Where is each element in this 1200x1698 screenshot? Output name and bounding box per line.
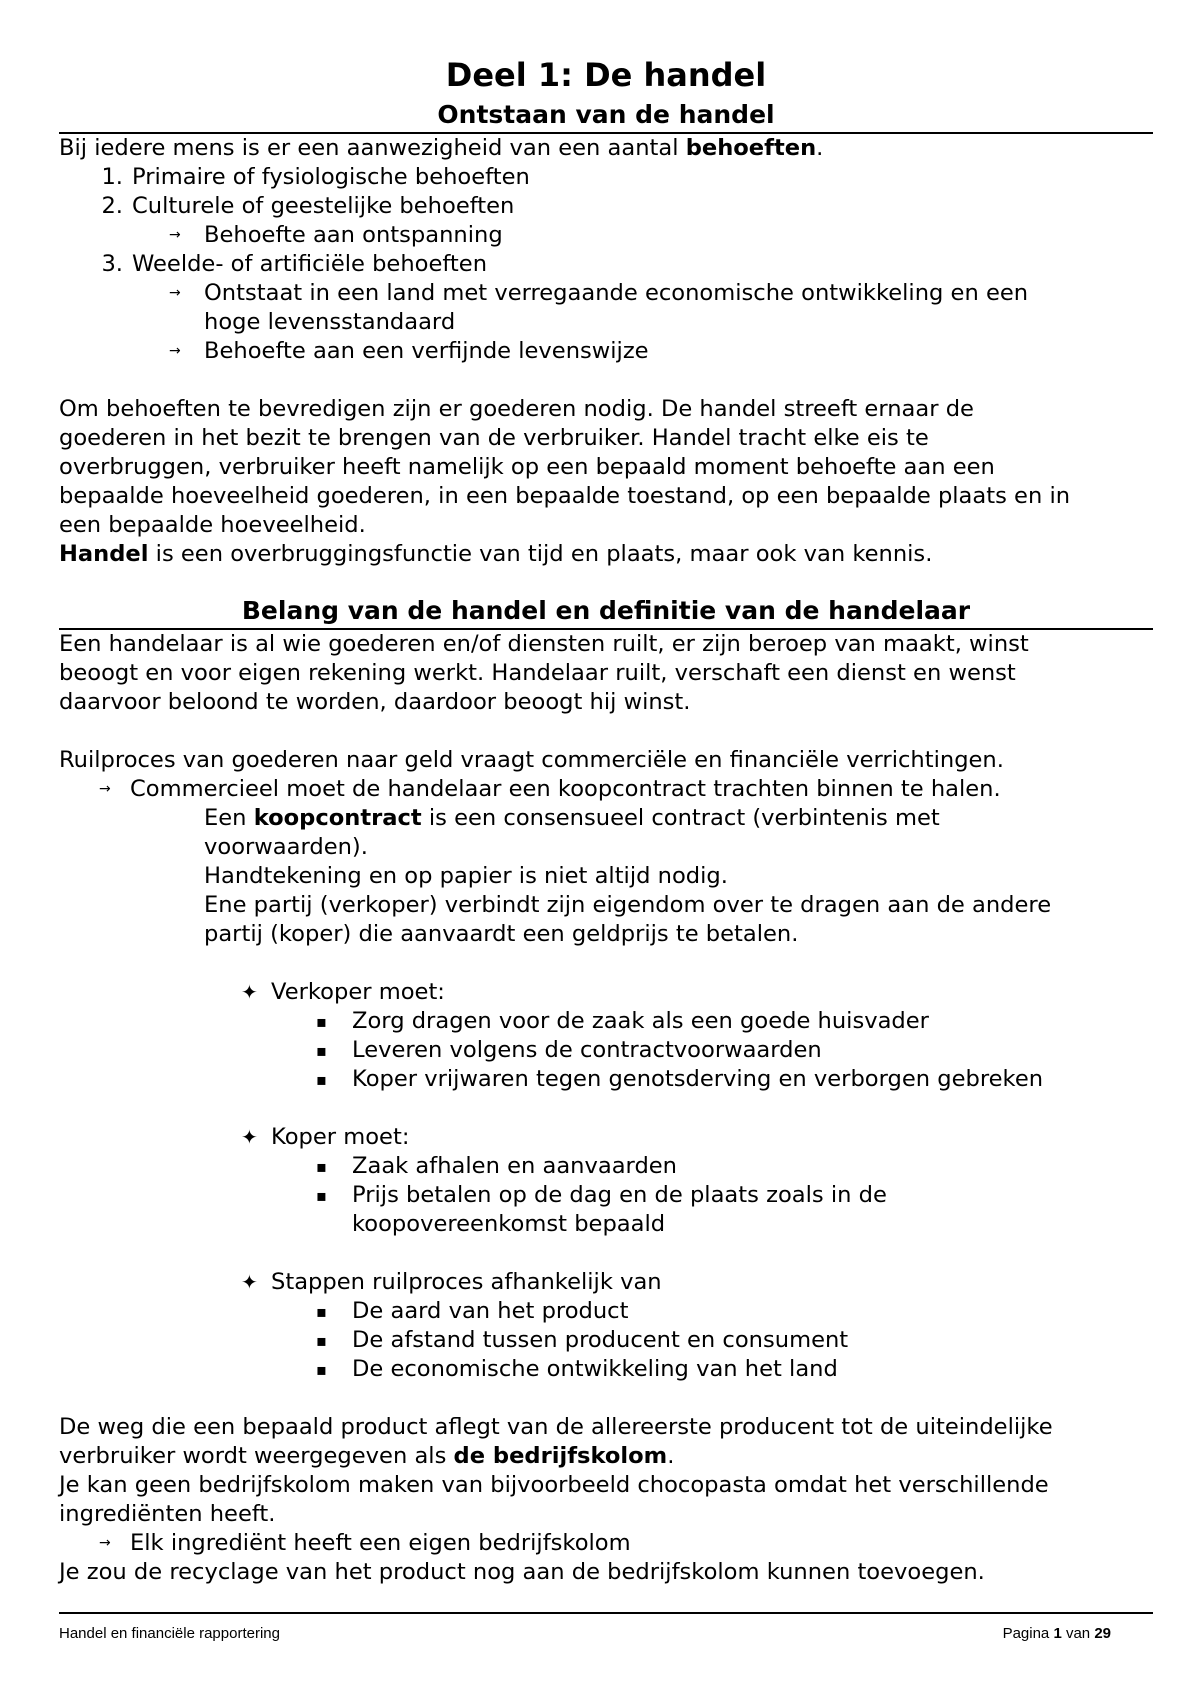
square-bullet-icon: ▪ (316, 1070, 327, 1089)
section-heading-ontstaan: Ontstaan van de handel (59, 98, 1153, 134)
square-item: ▪ De economische ontwikkeling van het land (316, 1356, 838, 1382)
paragraph-line: ingrediënten heeft. (59, 1501, 276, 1527)
koopcontract-line: voorwaarden). (204, 834, 368, 860)
sub-item: → Behoefte aan een verfijnde levenswijze (169, 338, 649, 364)
square-item: ▪ De aard van het product (316, 1298, 629, 1324)
paragraph-line: Een handelaar is al wie goederen en/of diensten ruilt, er zijn beroep van maakt, winst (59, 631, 1029, 657)
arrow-item: → Elk ingrediënt heeft een eigen bedrijfskolom (59, 1529, 1153, 1558)
list-item: 1. Primaire of fysiologische behoeften (101, 164, 530, 190)
square-item: ▪ Zaak afhalen en aanvaarden (316, 1153, 678, 1179)
handel-definition: Handel is een overbruggingsfunctie van tijd en plaats, maar ook van kennis. (59, 541, 933, 567)
paragraph-line: goederen in het bezit te brengen van de verbruiker. Handel tracht elke eis te (59, 425, 929, 451)
square-bullet-icon: ▪ (316, 1157, 327, 1176)
paragraph-line: een bepaalde hoeveelheid. (59, 512, 366, 538)
paragraph-line: Je kan geen bedrijfskolom maken van bijvoorbeeld chocopasta omdat het verschillende (59, 1472, 1049, 1498)
koopcontract-line: partij (koper) die aanvaardt een geldprijs te betalen. (204, 921, 799, 947)
section-heading-belang: Belang van de handel en definitie van de handelaar (59, 594, 1153, 630)
paragraph-line: Je zou de recyclage van het product nog aan de bedrijfskolom kunnen toevoegen. (59, 1559, 985, 1585)
sub-item-continuation: hoge levensstandaard (204, 309, 456, 335)
square-bullet-icon: ▪ (316, 1360, 327, 1379)
square-item: ▪ Prijs betalen op de dag en de plaats zoals in de (316, 1182, 887, 1208)
star-item: ✦ Verkoper moet: (241, 979, 445, 1005)
star-item: ✦ Stappen ruilproces afhankelijk van (241, 1269, 662, 1295)
arrow-item: → Commercieel moet de handelaar een koopcontract trachten binnen te halen. (59, 775, 1153, 804)
square-item-continuation: koopovereenkomst bepaald (352, 1211, 666, 1237)
square-item: ▪ Leveren volgens de contractvoorwaarden (316, 1037, 822, 1063)
star-item: ✦ Koper moet: (241, 1124, 410, 1150)
page-number: Pagina 1 van 29 (1002, 1625, 1111, 1642)
square-bullet-icon: ▪ (316, 1186, 327, 1205)
list-item: 3. Weelde- of artificiële behoeften (101, 251, 488, 277)
square-item: ▪ Zorg dragen voor de zaak als een goede huisvader (316, 1008, 929, 1034)
koopcontract-line: Handtekening en op papier is niet altijd nodig. (204, 863, 728, 889)
paragraph-line: Ruilproces van goederen naar geld vraagt commerciële en financiële verrichtingen. (59, 747, 1004, 773)
star-bullet-icon: ✦ (241, 1125, 258, 1149)
document-title: Deel 1: De handel (445, 56, 767, 94)
star-bullet-icon: ✦ (241, 1270, 258, 1294)
paragraph-line: bepaalde hoeveelheid goederen, in een bepaalde toestand, op een bepaalde plaats en in (59, 483, 1071, 509)
paragraph-line: Om behoeften te bevredigen zijn er goederen nodig. De handel streeft ernaar de (59, 396, 974, 422)
square-item: ▪ De afstand tussen producent en consument (316, 1327, 849, 1353)
star-bullet-icon: ✦ (241, 980, 258, 1004)
paragraph-line: overbruggen, verbruiker heeft namelijk op een bepaald moment behoefte aan een (59, 454, 995, 480)
square-bullet-icon: ▪ (316, 1302, 327, 1321)
square-bullet-icon: ▪ (316, 1041, 327, 1060)
arrow-icon: → (169, 227, 181, 243)
paragraph-line: daarvoor beloond te worden, daardoor beoogt hij winst. (59, 689, 691, 715)
page-content (59, 52, 1153, 1587)
footer-title: Handel en financiële rapportering (59, 1625, 280, 1642)
square-bullet-icon: ▪ (316, 1012, 327, 1031)
square-item: ▪ Koper vrijwaren tegen genotsderving en verborgen gebreken (316, 1066, 1044, 1092)
koopcontract-line: Ene partij (verkoper) verbindt zijn eigendom over te dragen aan de andere (204, 892, 1052, 918)
arrow-icon: → (99, 781, 111, 797)
page-footer (59, 1612, 1153, 1642)
square-bullet-icon: ▪ (316, 1331, 327, 1350)
arrow-icon: → (169, 285, 181, 301)
bedrijfskolom-line: verbruiker wordt weergegeven als de bedrijfskolom. (59, 1443, 675, 1469)
koopcontract-line: Een koopcontract is een consensueel contract (verbintenis met (204, 805, 940, 831)
sub-item: → Ontstaat in een land met verregaande economische ontwikkeling en een (169, 280, 1029, 306)
sub-item: → Behoefte aan ontspanning (169, 222, 503, 248)
arrow-icon: → (169, 343, 181, 359)
intro-line: Bij iedere mens is er een aanwezigheid van een aantal behoeften. (59, 135, 824, 161)
list-item: 2. Culturele of geestelijke behoeften (101, 193, 515, 219)
paragraph-line: beoogt en voor eigen rekening werkt. Handelaar ruilt, verschaft een dienst en wenst (59, 660, 1016, 686)
paragraph-line: De weg die een bepaald product aflegt van de allereerste producent tot de uiteindelijke (59, 1414, 1053, 1440)
arrow-icon: → (99, 1535, 111, 1551)
